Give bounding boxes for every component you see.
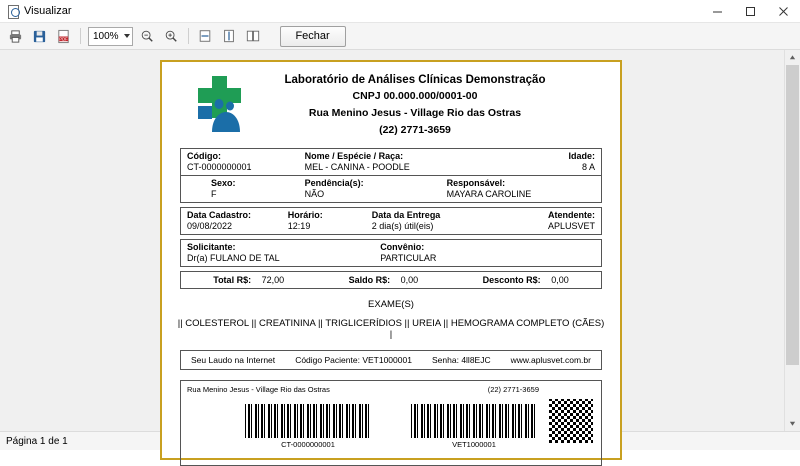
pdf-icon[interactable] bbox=[52, 25, 75, 48]
title-bar bbox=[0, 0, 800, 23]
codigo-paciente-label: Código Paciente: bbox=[295, 355, 360, 365]
svg-text:PDF: PDF bbox=[59, 36, 68, 42]
barcode-right-value: VET1000001 bbox=[452, 440, 496, 449]
chevron-down-icon bbox=[124, 34, 130, 38]
solicitante-value: Dr(a) FULANO DE TAL bbox=[187, 253, 280, 263]
patient-row-2 bbox=[181, 175, 601, 202]
save-icon[interactable] bbox=[28, 25, 51, 48]
saldo-label: Saldo R$: bbox=[348, 275, 391, 285]
senha-value: 4ll8EJC bbox=[461, 355, 491, 365]
idade-value: 8 A bbox=[581, 162, 595, 172]
request-box bbox=[180, 239, 602, 267]
scroll-down-button[interactable] bbox=[785, 416, 800, 431]
field-pendencias bbox=[299, 178, 425, 199]
barcode-right bbox=[411, 404, 537, 449]
barcode-left-value: CT-0000000001 bbox=[281, 440, 335, 449]
field-codigo bbox=[181, 151, 299, 172]
patient-row-1 bbox=[181, 149, 601, 175]
nome-label: Nome / Espécie / Raça: bbox=[304, 151, 404, 161]
desconto-field bbox=[483, 275, 569, 285]
two-page-icon[interactable] bbox=[242, 25, 265, 48]
patient-box bbox=[180, 148, 602, 203]
nome-value: MEL - CANINA - POODLE bbox=[304, 162, 410, 172]
senha-field bbox=[432, 355, 491, 365]
footer-head bbox=[187, 385, 595, 394]
lab-address: Rua Menino Jesus - Village Rio das Ostras bbox=[308, 107, 522, 119]
field-nome bbox=[299, 151, 501, 172]
field-horario bbox=[282, 210, 366, 231]
totals-box bbox=[180, 271, 602, 289]
senha-label: Senha: bbox=[431, 355, 459, 365]
field-responsavel bbox=[425, 178, 601, 199]
lab-phone: (22) 2771-3659 bbox=[379, 124, 451, 136]
request-row bbox=[181, 240, 601, 266]
codigo-paciente-field bbox=[295, 355, 412, 365]
website-link[interactable]: www.aplusvet.com.br bbox=[510, 355, 591, 365]
codigo-paciente-value: VET1000001 bbox=[362, 355, 412, 365]
zoom-out-icon[interactable] bbox=[136, 25, 159, 48]
total-value: 72,00 bbox=[261, 275, 285, 285]
barcode-left bbox=[245, 404, 371, 449]
field-data-cadastro bbox=[181, 210, 282, 231]
schedule-row bbox=[181, 208, 601, 234]
toolbar-separator-2 bbox=[188, 28, 189, 44]
page-info: Página 1 de 1 bbox=[6, 435, 68, 447]
convenio-value: PARTICULAR bbox=[380, 253, 437, 263]
exams-title: EXAME(S) bbox=[368, 299, 414, 310]
close-window-button[interactable] bbox=[767, 0, 800, 22]
footer-phone: (22) 2771-3659 bbox=[487, 385, 539, 394]
horario-label: Horário: bbox=[287, 210, 323, 220]
zoom-value: 100% bbox=[93, 30, 119, 42]
data-cadastro-label: Data Cadastro: bbox=[187, 210, 252, 220]
field-idade bbox=[500, 151, 601, 172]
maximize-button[interactable] bbox=[734, 0, 767, 22]
saldo-value: 0,00 bbox=[400, 275, 419, 285]
sexo-value: F bbox=[211, 189, 217, 199]
scroll-up-button[interactable] bbox=[785, 50, 800, 65]
field-atendente bbox=[500, 210, 601, 231]
zoom-in-icon[interactable] bbox=[160, 25, 183, 48]
sexo-label: Sexo: bbox=[211, 178, 236, 188]
saldo-field bbox=[349, 275, 419, 285]
zoom-select[interactable] bbox=[88, 27, 133, 46]
idade-label: Idade: bbox=[568, 151, 595, 161]
window-controls bbox=[701, 0, 800, 22]
total-label: Total R$: bbox=[213, 275, 252, 285]
desconto-value: 0,00 bbox=[551, 275, 569, 285]
field-convenio bbox=[374, 242, 601, 263]
page-width-icon[interactable] bbox=[194, 25, 217, 48]
barcode-right-bars bbox=[411, 404, 537, 438]
footer-box bbox=[180, 380, 602, 466]
barcode-left-bars bbox=[245, 404, 371, 438]
qr-code-icon bbox=[549, 399, 593, 443]
barcodes bbox=[187, 404, 595, 449]
lab-name: Laboratório de Análises Clínicas Demonstração bbox=[284, 74, 546, 86]
footer-address: Rua Menino Jesus - Village Rio das Ostras bbox=[187, 385, 330, 394]
pendencias-value: NÃO bbox=[304, 189, 325, 199]
atendente-label: Atendente: bbox=[547, 210, 595, 220]
desconto-label: Desconto R$: bbox=[482, 275, 541, 285]
solicitante-label: Solicitante: bbox=[187, 242, 236, 252]
web-access-box bbox=[180, 350, 602, 370]
report-header bbox=[176, 74, 606, 148]
convenio-label: Convênio: bbox=[380, 242, 425, 252]
window-title: Visualizar bbox=[24, 5, 72, 17]
data-cadastro-value: 09/08/2022 bbox=[187, 221, 233, 231]
data-entrega-value: 2 dia(s) útil(eis) bbox=[371, 221, 434, 231]
atendente-value: APLUSVET bbox=[547, 221, 595, 231]
toolbar-separator bbox=[80, 28, 81, 44]
toolbar bbox=[0, 23, 800, 50]
preview-icon bbox=[6, 4, 20, 18]
lab-logo-icon bbox=[190, 76, 264, 136]
report-page bbox=[160, 60, 622, 460]
responsavel-label: Responsável: bbox=[446, 178, 506, 188]
responsavel-value: MAYARA CAROLINE bbox=[446, 189, 532, 199]
codigo-label: Código: bbox=[187, 151, 221, 161]
minimize-button[interactable] bbox=[701, 0, 734, 22]
pendencias-label: Pendência(s): bbox=[304, 178, 364, 188]
field-solicitante bbox=[181, 242, 374, 263]
codigo-value: CT-0000000001 bbox=[187, 162, 252, 172]
page-fit-icon[interactable] bbox=[218, 25, 241, 48]
data-entrega-label: Data da Entrega bbox=[371, 210, 441, 220]
vertical-scrollbar[interactable] bbox=[784, 50, 800, 431]
scrollbar-thumb[interactable] bbox=[786, 65, 799, 365]
field-sexo bbox=[181, 178, 299, 199]
total-field bbox=[213, 275, 284, 285]
exams-list: || COLESTEROL || CREATININA || TRIGLICERÍDIOS || UREIA || HEMOGRAMA COMPLETO (CÃES) | bbox=[177, 318, 605, 340]
printer-icon[interactable] bbox=[4, 25, 27, 48]
lab-title-block bbox=[264, 74, 606, 136]
field-data-entrega bbox=[366, 210, 500, 231]
schedule-box bbox=[180, 207, 602, 235]
lab-cnpj: CNPJ 00.000.000/0001-00 bbox=[352, 90, 478, 102]
horario-value: 12:19 bbox=[287, 221, 311, 231]
close-preview-button[interactable]: Fechar bbox=[280, 26, 346, 47]
laudo-internet-label: Seu Laudo na Internet bbox=[191, 355, 276, 365]
